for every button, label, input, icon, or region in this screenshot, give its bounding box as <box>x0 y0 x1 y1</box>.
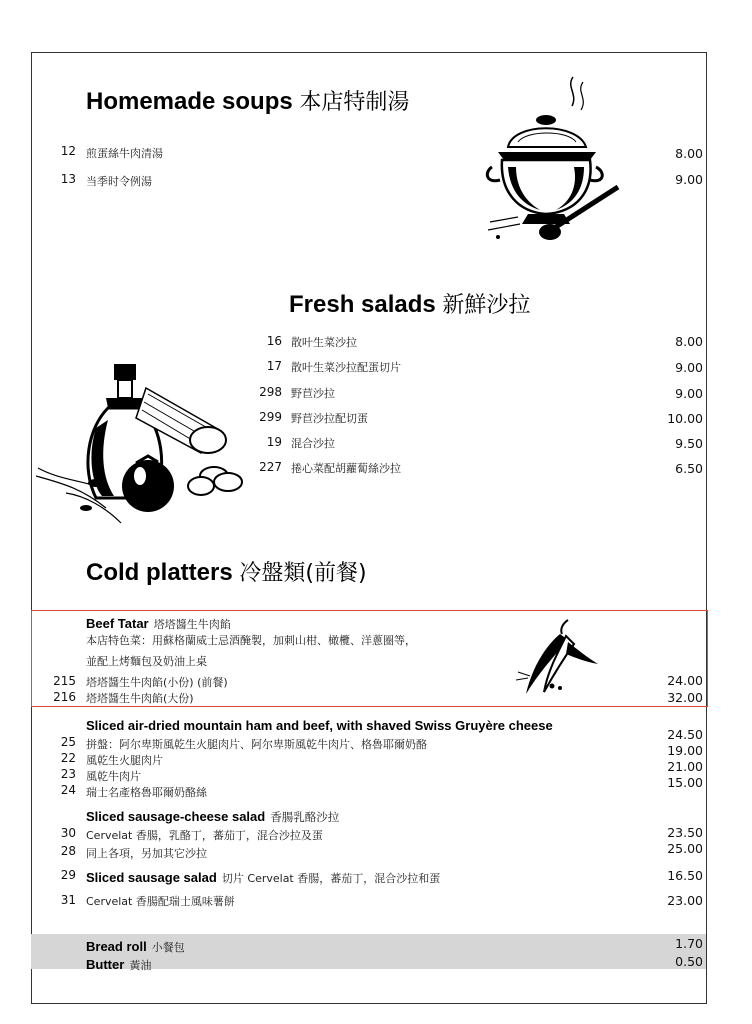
sausage-cheese-heading <box>86 806 339 825</box>
sausage-cheese-num: 30 <box>60 826 76 840</box>
tatar-price: 32.00 <box>667 690 703 705</box>
tatar-num: 216 <box>53 690 76 704</box>
salad-name: 野苣沙拉配切蛋 <box>291 412 368 425</box>
salad-name: 散叶生菜沙拉 <box>291 336 357 349</box>
salad-price: 8.00 <box>675 334 703 349</box>
ham-num: 24 <box>60 783 76 797</box>
beef-tatar-desc: 並配上烤麵包及奶油上桌 <box>86 655 207 668</box>
butter-item <box>86 954 151 973</box>
sausage-cheese-heading-en: Sliced sausage-cheese salad <box>86 809 266 824</box>
soup-tureen-icon <box>478 72 628 247</box>
salads-title <box>289 288 530 319</box>
soup-price: 9.00 <box>675 172 703 187</box>
ham-heading: Sliced air-dried mountain ham and beef, with shaved Swiss Gruyère cheese <box>86 718 553 733</box>
chili-peppers-icon <box>508 614 600 702</box>
butter-price: 0.50 <box>675 954 703 969</box>
tatar-name: 塔塔醬生牛肉餡(大份) <box>86 692 194 705</box>
beef-tatar-desc: 本店特色菜：用蘇格蘭威士忌酒醃製，加刺山柑、橄欖、洋蔥圈等， <box>86 634 416 647</box>
salad-num: 17 <box>266 359 282 373</box>
cervelat-num: 31 <box>60 893 76 907</box>
soup-num: 12 <box>60 144 76 158</box>
ham-name: 拼盤：阿尔卑斯風乾生火腿肉片、阿尔卑斯風乾牛肉片、格魯耶爾奶酪 <box>86 738 427 751</box>
butter-name-zh: 黃油 <box>129 959 152 972</box>
sausage-cheese-price: 25.00 <box>667 841 703 856</box>
salad-price: 9.00 <box>675 360 703 375</box>
soup-num: 13 <box>60 172 76 186</box>
soups-title-en: Homemade soups <box>86 88 293 115</box>
cold-title <box>86 556 367 587</box>
butter-name: Butter <box>86 957 125 972</box>
bread-roll-item <box>86 936 185 955</box>
salad-price: 9.00 <box>675 386 703 401</box>
sausage-cheese-name: Cervelat 香腸，乳酪丁，蕃茄丁，混合沙拉及蛋 <box>86 829 323 842</box>
salad-price: 9.50 <box>675 436 703 451</box>
ham-name: 風乾牛肉片 <box>86 770 141 783</box>
ham-name: 風乾生火腿肉片 <box>86 754 163 767</box>
salad-name: 捲心菜配胡蘿蔔絲沙拉 <box>291 462 401 475</box>
sausage-cheese-price: 23.50 <box>667 825 703 840</box>
soup-name: 煎蛋絲牛肉清湯 <box>86 147 163 160</box>
salad-num: 19 <box>266 435 282 449</box>
cervelat-name: Cervelat 香腸配瑞士風味薯餅 <box>86 895 235 908</box>
ham-name: 瑞士名產格魯耶爾奶酪絲 <box>86 786 207 799</box>
bread-roll-price: 1.70 <box>675 936 703 951</box>
bottle-vegetables-icon <box>36 358 251 533</box>
beef-tatar-name-zh: 塔塔醬生牛肉餡 <box>153 618 231 631</box>
soups-title <box>86 85 409 116</box>
beef-tatar-name: Beef Tatar <box>86 616 149 631</box>
cervelat-price: 23.00 <box>667 893 703 908</box>
salads-title-zh: 新鮮沙拉 <box>442 293 531 318</box>
salad-price: 10.00 <box>667 411 703 426</box>
ham-num: 23 <box>60 767 76 781</box>
sausage-desc: 切片 Cervelat 香腸，蕃茄丁，混合沙拉和蛋 <box>221 872 441 885</box>
salad-num: 299 <box>259 410 282 424</box>
sausage-price: 16.50 <box>667 868 703 883</box>
ham-num: 25 <box>60 735 76 749</box>
soup-name: 当季时令例湯 <box>86 175 152 188</box>
sausage-heading-en: Sliced sausage salad <box>86 870 217 885</box>
sausage-cheese-name: 同上各項，另加其它沙拉 <box>86 847 207 860</box>
soups-title-zh: 本店特制湯 <box>299 90 410 115</box>
ham-num: 22 <box>60 751 76 765</box>
salad-name: 散叶生菜沙拉配蛋切片 <box>291 361 401 374</box>
salad-name: 野苣沙拉 <box>291 387 335 400</box>
salad-name: 混合沙拉 <box>291 437 335 450</box>
salads-title-en: Fresh salads <box>289 291 436 318</box>
sausage-num: 29 <box>60 868 76 882</box>
ham-price: 19.00 <box>667 743 703 758</box>
soup-price: 8.00 <box>675 146 703 161</box>
bread-roll-name-zh: 小餐包 <box>151 941 185 954</box>
cold-title-en: Cold platters <box>86 559 233 586</box>
beef-tatar-heading <box>86 613 231 632</box>
sausage-cheese-num: 28 <box>60 844 76 858</box>
cold-title-zh: 冷盤類(前餐) <box>239 561 367 586</box>
salad-num: 227 <box>259 460 282 474</box>
tatar-name: 塔塔醬生牛肉餡(小份) (前餐) <box>86 676 228 689</box>
tatar-num: 215 <box>53 674 76 688</box>
sausage-cheese-heading-zh: 香腸乳酪沙拉 <box>270 810 340 824</box>
sausage-heading <box>86 867 440 886</box>
salad-price: 6.50 <box>675 461 703 476</box>
bread-roll-name: Bread roll <box>86 939 147 954</box>
salad-num: 298 <box>259 385 282 399</box>
ham-price: 21.00 <box>667 759 703 774</box>
ham-price: 24.50 <box>667 727 703 742</box>
salad-num: 16 <box>266 334 282 348</box>
ham-price: 15.00 <box>667 775 703 790</box>
tatar-price: 24.00 <box>667 673 703 688</box>
